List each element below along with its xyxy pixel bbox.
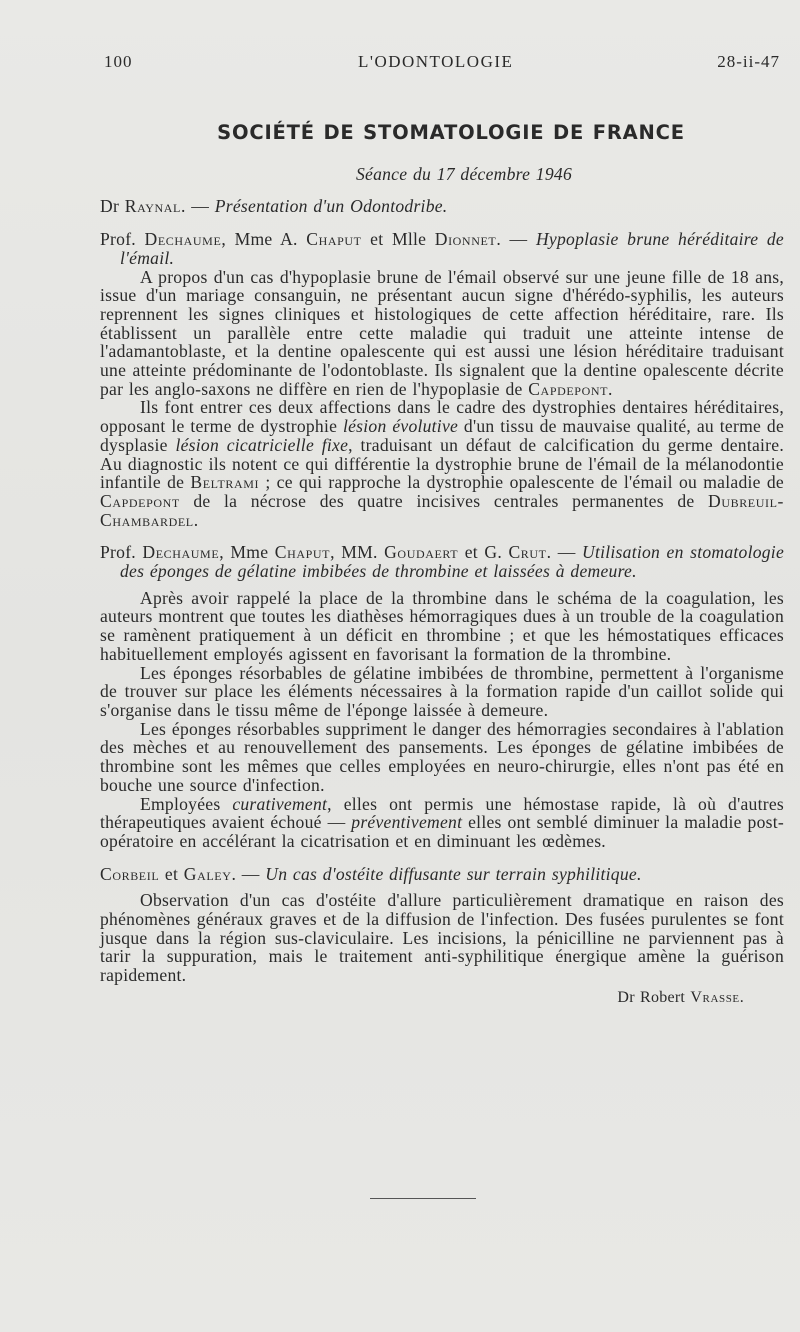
paragraph-text: A propos d'un cas d'hypoplasie brune de l'émail observé sur une jeune fille de 18 ans, issue d'un mariage consanguin, ne présentant aucun signe d'hérédo-syphilis, les auteurs reprennent les signes cliniques et histologiques de cette affection héréditaire, rare. Ils établissent un parallèle entre cette maladie qui traduit une atteinte intense de l'adamantoblaste, et la dentine opalescente qui est aussi une lésion héréditaire traduisant une atteinte prédominante de l'odontoblaste. Ils signalent que la dentine opalescente décrite par les anglo-saxons ne diffère en rien de l'hypoplasie de — [100, 266, 784, 399]
entry-osteite-author2: Galey — [183, 863, 232, 884]
signature-prefix: Dr Robert — [617, 988, 691, 1006]
society-title: SOCIÉTÉ DE STOMATOLOGIE DE FRANCE — [217, 121, 685, 144]
entry-raynal-heading — [100, 197, 784, 216]
entry-hypoplasie-author2: Chaput — [306, 229, 362, 250]
entry-thrombine-body — [84, 589, 784, 851]
entry-thrombine-paragraph-4 — [100, 795, 784, 851]
paragraph-text: . — [608, 378, 613, 399]
paragraph-text: Employées — [140, 793, 233, 814]
issue-date: 28-ii-47 — [717, 52, 780, 71]
entry-raynal-dr: Dr — [100, 196, 120, 217]
entry-thrombine-paragraph-2: Les éponges résorbables de gélatine imbibées de thrombine, permettent à l'organisme de trouver sur place les éléments nécessaires à la formation rapide d'un caillot solide qui s'organise dans le tissu même de l'éponge laissée à demeure. — [100, 662, 784, 720]
entry-thrombine-heading — [100, 543, 784, 580]
author-reference: Capdepont — [100, 490, 180, 511]
entry-hypoplasie-heading — [100, 230, 784, 267]
entry-thrombine-mid2: , MM. — [330, 542, 385, 563]
entry-osteite-author1: Corbeil — [100, 863, 160, 884]
entry-osteite-mid1: et — [159, 863, 184, 884]
signature-name: Vrasse — [690, 988, 740, 1006]
entry-raynal-title: Présentation d'un Odontodribe. — [214, 196, 448, 217]
emphasis-term: lésion cicatricielle fixe — [175, 434, 349, 455]
entry-hypoplasie-mid2: et Mlle — [361, 229, 435, 250]
entry-thrombine-mid3: et G. — [458, 542, 509, 563]
signature-end: . — [739, 988, 744, 1006]
author-reference: Capdepont — [528, 378, 609, 399]
author-reference: Beltrami — [190, 472, 260, 493]
entry-thrombine-dash: . — — [546, 542, 583, 563]
entry-hypoplasie-dash: . — — [496, 229, 536, 250]
entry-thrombine-author2: Chaput — [274, 542, 331, 563]
entry-thrombine-author3: Goudaert — [384, 542, 459, 563]
running-header — [100, 52, 780, 72]
article-body — [84, 121, 785, 1008]
signature — [84, 989, 784, 1008]
entry-raynal-author: Raynal — [124, 196, 181, 217]
entry-hypoplasie-prefix: Prof. — [100, 229, 145, 250]
entry-thrombine-paragraph-1: Après avoir rappelé la place de la thrombine dans le schéma de la coagulation, les auteurs montrent que toutes les diathèses hémorragiques dues à un trouble de la coagulation se ramènent pratiquement à un déficit en thrombine ; et que les hémostatiques efficaces habituellement employés agissent en favorisant la formation de la thrombine. — [100, 587, 784, 664]
entry-thrombine-mid1: , Mme — [219, 542, 275, 563]
entry-hypoplasie-author3: Dionnet — [434, 229, 497, 250]
entry-hypoplasie-paragraph-2 — [100, 398, 784, 529]
paragraph-text: ; ce qui rapproche la dystrophie opalescente de l'émail ou maladie de — [259, 472, 784, 493]
emphasis-term: préventivement — [351, 812, 463, 833]
entry-osteite-body — [84, 891, 784, 985]
emphasis-term: curativement — [232, 793, 328, 814]
paragraph-text: Ils font entrer ces deux affections dans le cadre des dystrophies dentaires héréditaires, opposant le terme de dystrophie — [100, 397, 784, 437]
entry-osteite-paragraph-1: Observation d'un cas d'ostéite d'allure particulièrement dramatique en raison des phénomènes généraux graves et de la diffusion de l'infection. Des fusées purulentes se font jusque dans la région sus-claviculaire. Les incisions, la pénicilline ne parviennent pas à tarir la suppuration, mais le traitement anti-syphilitique énergique amène la guérison rapidement. — [100, 890, 784, 986]
author-reference: Dubreuil-Chambardel — [100, 490, 784, 530]
entry-thrombine-title: Utilisation en stomatologie des éponges de gélatine imbibées de thrombine et laissées à demeure. — [120, 542, 785, 582]
entry-thrombine-prefix: Prof. — [100, 542, 143, 563]
emphasis-term: lésion évolutive — [342, 416, 459, 437]
paragraph-text: , elles ont permis une hémostase rapide, là où d'autres thérapeutiques avaient échoué — — [100, 793, 785, 833]
page-number: 100 — [104, 52, 133, 71]
paragraph-text: de la nécrose des quatre incisives centrales permanentes de — [179, 490, 709, 511]
session-date: Séance du 17 décembre 1946 — [355, 163, 572, 184]
entry-hypoplasie-title: Hypoplasie brune héréditaire de l'émail. — [120, 229, 784, 268]
entry-hypoplasie-author1: Dechaume — [144, 229, 222, 250]
entry-hypoplasie-body — [84, 268, 784, 530]
entry-thrombine-author4: Crut — [508, 542, 547, 563]
entry-raynal-dash: . — — [180, 196, 215, 217]
paragraph-text: . — [193, 509, 199, 530]
journal-title: L'ODONTOLOGIE — [358, 52, 514, 71]
entry-thrombine-paragraph-3: Les éponges résorbables suppriment le danger des hémorragies secondaires à l'ablation des mèches et au renouvellement des pansements. Les éponges de gélatine imbibées de thrombine sont les mêmes que celles employées en neuro-chirurgie, elles n'ont pas été en bouche une source d'infection. — [100, 718, 784, 795]
paragraph-text: elles ont semblé diminuer la maladie post-opératoire en accélérant la cicatrisation et en diminuant les œdèmes. — [100, 812, 784, 851]
paragraph-text: , traduisant un défaut de calcification du germe dentaire. Au diagnostic ils notent ce qui différentie la dystrophie brune de l'émail de la mélanodontie infantile de — [100, 434, 785, 493]
entry-thrombine-author1: Dechaume — [142, 542, 220, 563]
entry-hypoplasie-paragraph-1 — [100, 268, 784, 399]
entry-osteite-dash: . — — [231, 863, 266, 884]
entry-osteite-title: Un cas d'ostéite diffusante sur terrain syphilitique. — [265, 863, 642, 884]
paragraph-text: d'un tissu de mauvaise qualité, au terme de dysplasie — [100, 416, 784, 455]
section-end-rule — [370, 1198, 476, 1199]
entry-osteite-heading — [100, 865, 784, 884]
entry-hypoplasie-mid1: , Mme A. — [221, 229, 307, 250]
